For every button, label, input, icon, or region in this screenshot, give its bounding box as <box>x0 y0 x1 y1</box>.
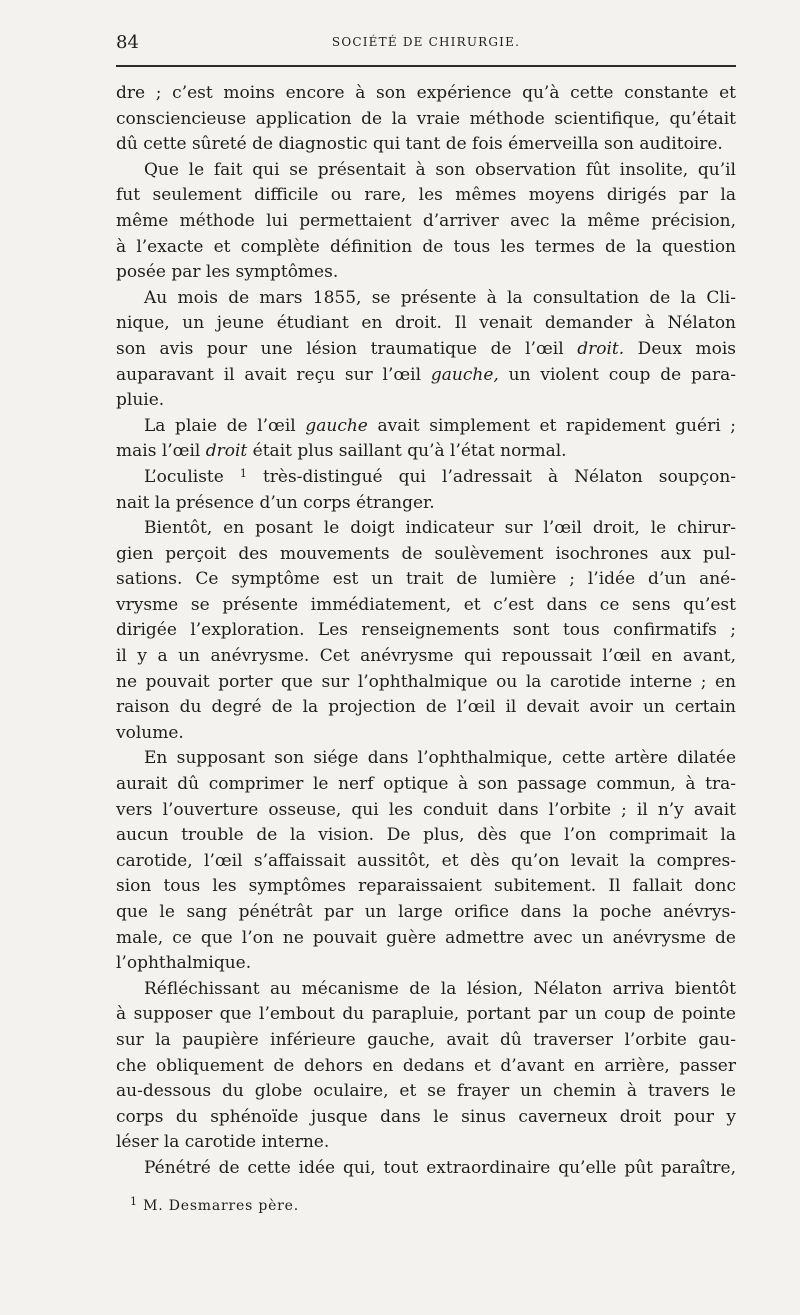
text-line: à supposer que l’embout du parapluie, portant par un coup de pointe <box>116 1004 736 1025</box>
text-run: très-distingué qui l’adressait à Nélaton soupçon- <box>246 466 737 487</box>
text-line: consciencieuse application de la vraie méthode scientifique, qu’était <box>116 108 736 129</box>
text-line: pluie. <box>116 390 165 411</box>
text-line: Que le fait qui se présentait à son observation fût insolite, qu’il <box>144 159 736 180</box>
italic-run: droit. <box>577 338 625 359</box>
body-text <box>116 81 736 1182</box>
text-line: fut seulement difficile ou rare, les mêmes moyens dirigés par la <box>116 185 736 206</box>
page-header <box>116 28 736 58</box>
text-line: En supposant son siége dans l’ophthalmique, cette artère dilatée <box>144 748 736 769</box>
italic-run: droit <box>205 441 248 462</box>
footnote-reference[interactable]: 1 <box>239 466 247 480</box>
text-line <box>116 439 736 465</box>
text-line: corps du sphénoïde jusque dans le sinus caverneux droit pour y <box>116 1106 736 1127</box>
footnote <box>130 1195 300 1214</box>
text-run: un violent coup de para- <box>498 364 736 385</box>
text-line: aucun trouble de la vision. De plus, dès que l’on comprimait la <box>116 825 736 846</box>
text-line: Bientôt, en posant le doigt indicateur sur l’œil droit, le chirur- <box>144 518 736 539</box>
text-run: auparavant il avait reçu sur l’œil <box>116 364 431 385</box>
text-line: nique, un jeune étudiant en droit. Il venait demander à Nélaton <box>116 313 736 334</box>
text-line: nait la présence d’un corps étranger. <box>116 492 435 513</box>
text-line <box>116 465 736 491</box>
text-line: male, ce que l’on ne pouvait guère admettre avec un anévrysme de <box>116 927 736 948</box>
header-rule <box>116 65 736 67</box>
text-line: il y a un anévrysme. Cet anévrysme qui repoussait l’œil en avant, <box>116 646 736 667</box>
text-line: léser la carotide interne. <box>116 1132 330 1153</box>
footnote-text: M. Desmarres père. <box>143 1198 300 1214</box>
text-line <box>116 363 736 389</box>
text-line: raison du degré de la projection de l’œil il devait avoir un certain <box>116 697 736 718</box>
italic-run: gauche <box>305 415 368 436</box>
text-line: vers l’ouverture osseuse, qui les conduit dans l’orbite ; il n’y avait <box>116 799 736 820</box>
text-line: carotide, l’œil s’affaissait aussitôt, et dès qu’on levait la compres- <box>116 850 736 871</box>
text-run: avait simplement et rapidement guéri ; <box>367 415 736 436</box>
text-line <box>116 414 736 440</box>
text-line: dre ; c’est moins encore à son expérience qu’à cette constante et <box>116 83 736 103</box>
text-line: sur la paupière inférieure gauche, avait dû traverser l’orbite gau- <box>116 1029 736 1050</box>
text-run: L’oculiste <box>144 466 240 487</box>
text-line: au-dessous du globe oculaire, et se frayer un chemin à travers le <box>116 1081 736 1102</box>
text-line: sion tous les symptômes reparaissaient subitement. Il fallait donc <box>116 876 736 897</box>
text-run: Deux mois <box>624 338 736 359</box>
text-line: posée par les symptômes. <box>116 262 339 283</box>
text-run: était plus saillant qu’à l’état normal. <box>247 441 567 462</box>
text-line: ne pouvait porter que sur l’ophthalmique ou la carotide interne ; en <box>116 671 736 692</box>
text-line: gien perçoit des mouvements de soulèvement isochrones aux pul- <box>116 543 736 564</box>
text-line <box>116 337 736 363</box>
footnote-marker: 1 <box>130 1195 138 1208</box>
text-line: l’ophthalmique. <box>116 953 252 974</box>
text-line: che obliquement de dehors en dedans et d’avant en arrière, passer <box>116 1055 736 1076</box>
page-number: 84 <box>116 32 139 53</box>
text-run: La plaie de l’œil <box>144 415 306 436</box>
text-line: volume. <box>116 722 184 743</box>
text-line: sations. Ce symptôme est un trait de lumière ; l’idée d’un ané- <box>116 569 736 590</box>
text-line: que le sang pénétrât par un large orifice dans la poche anévrys- <box>116 902 736 922</box>
text-line: Pénétré de cette idée qui, tout extraordinaire qu’elle pût paraître, <box>144 1157 736 1178</box>
text-line: même méthode lui permettaient d’arriver avec la même précision, <box>116 210 736 231</box>
text-run: mais l’œil <box>116 441 206 462</box>
text-run: son avis pour une lésion traumatique de l’œil <box>116 338 578 359</box>
text-line: dû cette sûreté de diagnostic qui tant de fois émerveilla son auditoire. <box>116 134 723 155</box>
text-line: vrysme se présente immédiatement, et c’est dans ce sens qu’est <box>116 594 736 615</box>
text-line: dirigée l’exploration. Les renseignements sont tous confirmatifs ; <box>116 620 736 641</box>
text-line: aurait dû comprimer le nerf optique à son passage commun, à tra- <box>116 774 736 795</box>
text-line: à l’exacte et complète définition de tous les termes de la question <box>116 236 736 257</box>
running-title: SOCIÉTÉ DE CHIRURGIE. <box>331 35 521 49</box>
text-line: Au mois de mars 1855, se présente à la consultation de la Cli- <box>144 287 736 308</box>
text-line: Réfléchissant au mécanisme de la lésion, Nélaton arriva bientôt <box>144 978 736 999</box>
italic-run: gauche, <box>430 364 499 385</box>
